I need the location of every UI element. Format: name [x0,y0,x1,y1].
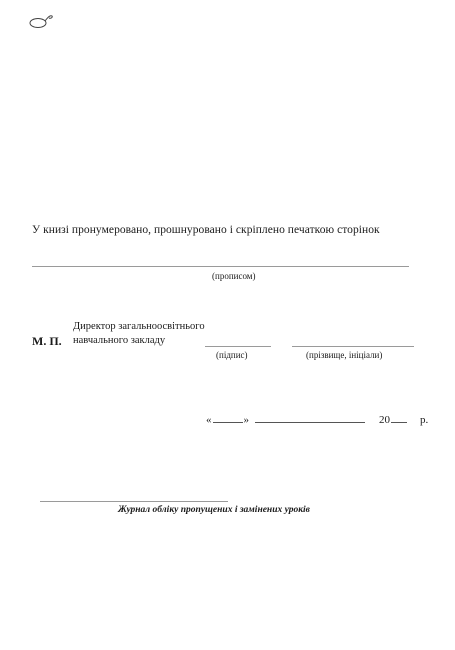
signature-caption: (підпис) [216,350,248,360]
date-open-quote: « [206,414,212,426]
director-title-line-2: навчального закладу [73,335,166,346]
stamp-place-label: М. П. [32,334,62,348]
page-count-in-words-line [32,266,409,267]
month-blank [255,412,365,423]
director-title-line-1: Директор загальноосвітнього [73,321,205,332]
in-words-caption: (прописом) [212,271,256,281]
director-title [73,320,205,348]
year-suffix: р. [420,414,429,426]
page-count-statement: У книзі пронумеровано, прошнуровано і скріплено печаткою сторінок [32,224,380,236]
date-row [206,412,428,426]
journal-title: Журнал обліку пропущених і замінених уроків [118,505,310,515]
surname-initials-caption: (прізвище, ініціали) [306,350,383,360]
signature-line [205,346,271,347]
year-blank [391,412,407,423]
journal-header-line [40,501,228,502]
surname-initials-line [292,346,414,347]
day-blank [213,412,243,423]
year-prefix: 20 [379,414,390,426]
corner-scribble-mark [28,12,58,30]
date-close-quote: » [243,414,249,426]
